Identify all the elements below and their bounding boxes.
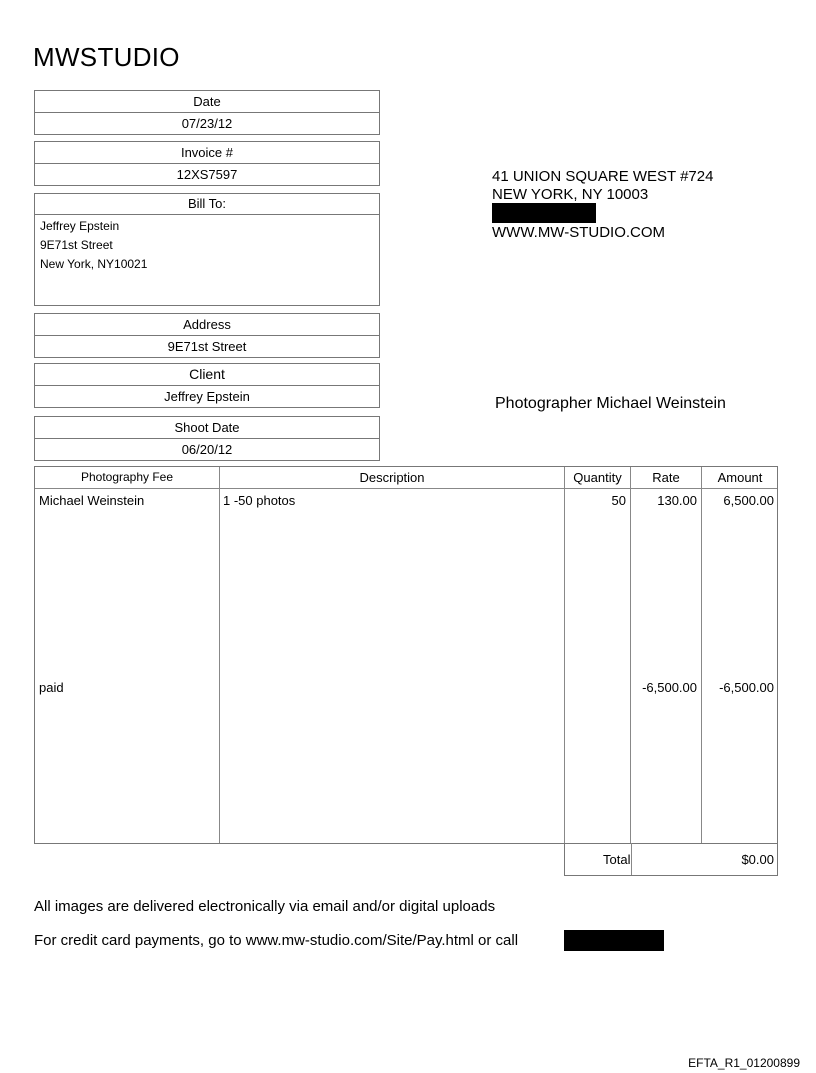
header-quantity: Quantity xyxy=(573,470,622,485)
bill-to-street: 9E71st Street xyxy=(40,238,113,252)
photographer-name: Photographer Michael Weinstein xyxy=(495,395,726,412)
redacted-phone-number xyxy=(564,930,664,951)
address-value: 9E71st Street xyxy=(167,339,247,354)
row1-amount: 6,500.00 xyxy=(723,493,774,508)
row2-amount: -6,500.00 xyxy=(719,680,774,695)
client-value: Jeffrey Epstein xyxy=(164,389,250,404)
document-id: EFTA_R1_01200899 xyxy=(688,1056,800,1070)
payment-note: For credit card payments, go to www.mw-studio.com/Site/Pay.html or call xyxy=(34,932,519,949)
bill-to-city: New York, NY10021 xyxy=(40,257,148,271)
total-label: Total xyxy=(603,852,631,867)
bill-to-name: Jeffrey Epstein xyxy=(40,219,120,233)
row1-description: 1 -50 photos xyxy=(223,493,296,508)
date-box xyxy=(34,90,380,135)
header-photography-fee: Photography Fee xyxy=(80,470,174,484)
header-description: Description xyxy=(359,470,425,485)
shoot-date-value: 06/20/12 xyxy=(181,442,233,457)
delivery-note: All images are delivered electronically via email and/or digital uploads xyxy=(34,898,496,915)
bill-to-label: Bill To: xyxy=(35,194,379,215)
studio-address-line2: NEW YORK, NY 10003 xyxy=(492,186,649,203)
row1-rate: 130.00 xyxy=(657,493,697,508)
date-value: 07/23/12 xyxy=(181,116,233,131)
row2-item: paid xyxy=(39,680,64,695)
bill-to-box xyxy=(34,193,380,306)
studio-address-line1: 41 UNION SQUARE WEST #724 xyxy=(492,168,714,185)
company-name: MWSTUDIO xyxy=(33,42,180,72)
address-label: Address xyxy=(35,314,379,336)
address-box xyxy=(34,313,380,358)
invoice-box xyxy=(34,141,380,186)
redacted-phone xyxy=(492,203,596,223)
invoice-value: 12XS7597 xyxy=(176,167,238,182)
studio-website: WWW.MW-STUDIO.COM xyxy=(492,224,666,241)
client-box xyxy=(34,363,380,408)
row1-item: Michael Weinstein xyxy=(39,493,145,508)
row1-quantity: 50 xyxy=(611,493,626,508)
total-box xyxy=(564,843,778,876)
header-rate: Rate xyxy=(652,470,680,485)
shoot-date-label: Shoot Date xyxy=(35,417,379,439)
line-items-table xyxy=(34,466,778,844)
header-amount: Amount xyxy=(717,470,763,485)
row2-rate: -6,500.00 xyxy=(642,680,697,695)
total-value: $0.00 xyxy=(741,852,774,867)
date-label: Date xyxy=(35,91,379,113)
shoot-date-box xyxy=(34,416,380,461)
client-label: Client xyxy=(35,364,379,386)
invoice-label: Invoice # xyxy=(35,142,379,164)
